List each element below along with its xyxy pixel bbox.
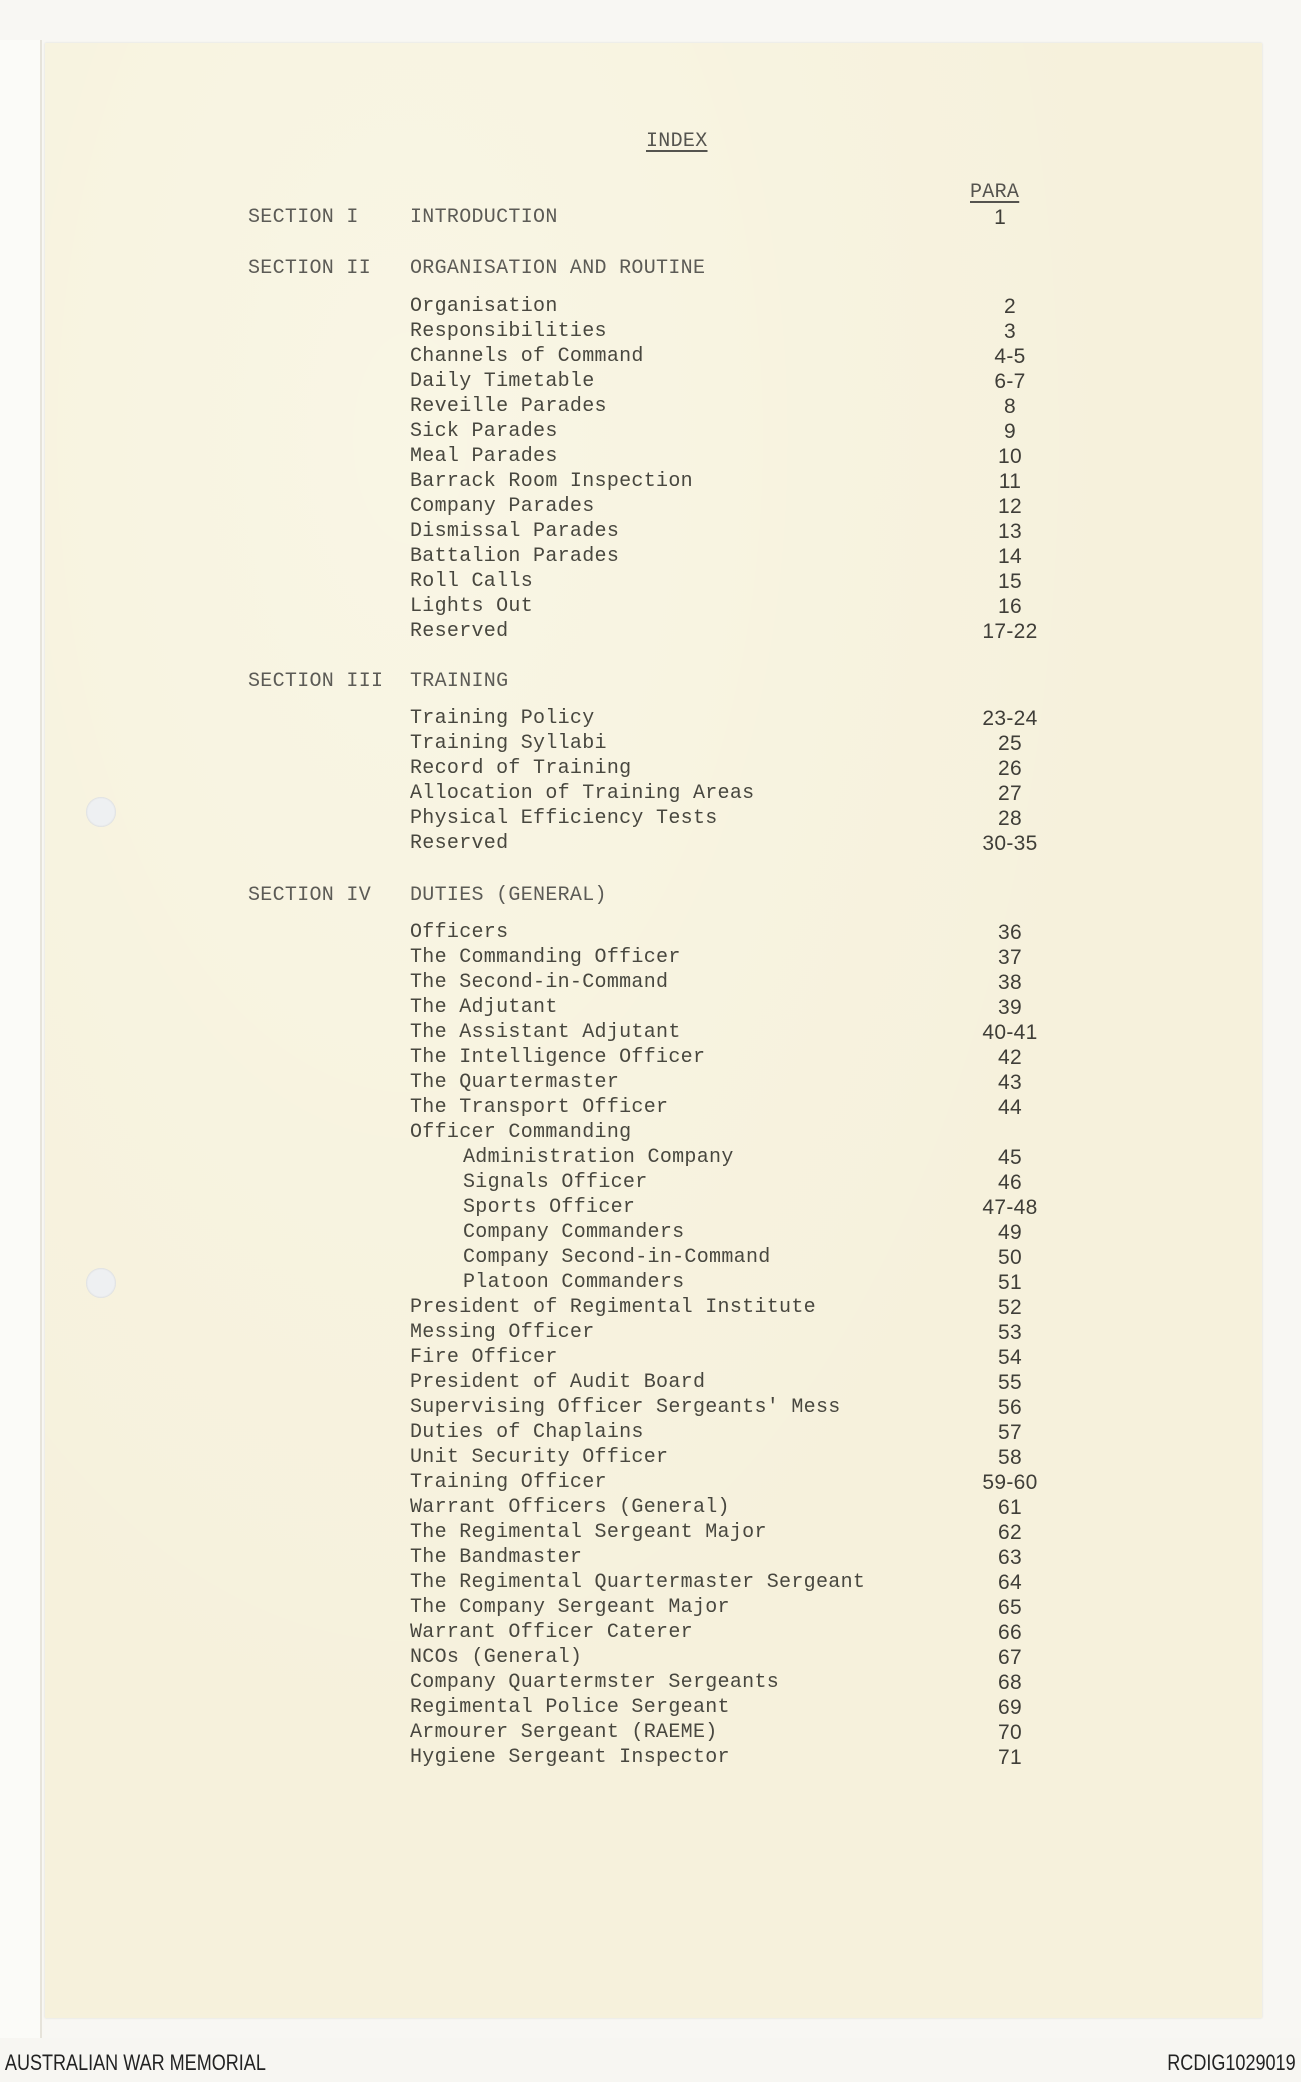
section-3-entries xyxy=(410,707,1070,857)
entry-label: The Transport Officer xyxy=(410,1096,669,1119)
entry-para-number: 3 xyxy=(1004,320,1016,343)
index-entry xyxy=(410,1221,1070,1246)
index-entry xyxy=(410,707,1070,732)
entry-para-number: 58 xyxy=(998,1446,1022,1469)
entry-para-number: 70 xyxy=(998,1721,1022,1744)
index-entry xyxy=(410,1696,1070,1721)
entry-label: The Adjutant xyxy=(410,996,558,1019)
entry-label: Company Second-in-Command xyxy=(463,1246,771,1269)
entry-label: Training Policy xyxy=(410,707,595,730)
section-title-4: DUTIES (GENERAL) xyxy=(410,884,607,907)
entry-para-number: 38 xyxy=(998,971,1022,994)
index-entry xyxy=(410,545,1070,570)
index-entry xyxy=(410,1546,1070,1571)
entry-label: President of Audit Board xyxy=(410,1371,706,1394)
entry-label: The Regimental Sergeant Major xyxy=(410,1521,767,1544)
entry-para-number: 2 xyxy=(1004,295,1016,318)
index-title: INDEX xyxy=(646,130,708,153)
entry-para-number: 36 xyxy=(998,921,1022,944)
entry-label: Company Quartermster Sergeants xyxy=(410,1671,780,1694)
entry-label: Officer Commanding xyxy=(410,1121,632,1144)
index-entry xyxy=(410,570,1070,595)
index-entry xyxy=(410,1596,1070,1621)
entry-para-number: 69 xyxy=(998,1696,1022,1719)
entry-label: Regimental Police Sergeant xyxy=(410,1696,730,1719)
index-entry xyxy=(410,832,1070,857)
entry-para-number: 23-24 xyxy=(982,707,1038,730)
entry-para-number: 63 xyxy=(998,1546,1022,1569)
index-entry xyxy=(410,1371,1070,1396)
entry-para-number: 26 xyxy=(998,757,1022,780)
entry-para-number: 4-5 xyxy=(994,345,1026,368)
entry-para-number: 43 xyxy=(998,1071,1022,1094)
index-entry xyxy=(410,1121,1070,1146)
index-entry xyxy=(410,921,1070,946)
index-entry xyxy=(410,520,1070,545)
entry-para-number: 39 xyxy=(998,996,1022,1019)
index-entry xyxy=(410,1271,1070,1296)
index-entry xyxy=(410,946,1070,971)
entry-label: The Intelligence Officer xyxy=(410,1046,706,1069)
index-entry xyxy=(410,1321,1070,1346)
entry-para-number: 13 xyxy=(998,520,1022,543)
entry-label: Company Parades xyxy=(410,495,595,518)
entry-para-number: 50 xyxy=(998,1246,1022,1269)
index-entry xyxy=(410,1521,1070,1546)
index-entry xyxy=(410,1471,1070,1496)
entry-label: Company Commanders xyxy=(463,1221,685,1244)
punch-hole-top xyxy=(86,797,116,827)
entry-label: Training Officer xyxy=(410,1471,607,1494)
section-label-3: SECTION III xyxy=(248,670,384,693)
index-entry xyxy=(410,345,1070,370)
entry-para-number: 53 xyxy=(998,1321,1022,1344)
entry-label: The Bandmaster xyxy=(410,1546,583,1569)
entry-label: Sick Parades xyxy=(410,420,558,443)
entry-para-number: 49 xyxy=(998,1221,1022,1244)
entry-para-number: 45 xyxy=(998,1146,1022,1169)
entry-label: Warrant Officers (General) xyxy=(410,1496,730,1519)
index-entry xyxy=(410,1571,1070,1596)
entry-label: Allocation of Training Areas xyxy=(410,782,755,805)
index-entry xyxy=(410,1296,1070,1321)
entry-para-number: 57 xyxy=(998,1421,1022,1444)
entry-para-number: 17-22 xyxy=(982,620,1038,643)
index-entry xyxy=(410,320,1070,345)
entry-label: Supervising Officer Sergeants' Mess xyxy=(410,1396,841,1419)
entry-label: The Commanding Officer xyxy=(410,946,681,969)
index-entry xyxy=(410,971,1070,996)
entry-label: Roll Calls xyxy=(410,570,534,593)
entry-label: Unit Security Officer xyxy=(410,1446,669,1469)
entry-para-number: 9 xyxy=(1004,420,1016,443)
entry-label: Responsibilities xyxy=(410,320,607,343)
footer xyxy=(0,2050,1067,2082)
index-entry xyxy=(410,1096,1070,1121)
index-entry xyxy=(410,1721,1070,1746)
entry-para-number: 62 xyxy=(998,1521,1022,1544)
entry-label: Reveille Parades xyxy=(410,395,607,418)
entry-para-number: 10 xyxy=(998,445,1022,468)
entry-para-number: 40-41 xyxy=(982,1021,1038,1044)
entry-para-number: 71 xyxy=(998,1746,1022,1769)
entry-para-number: 8 xyxy=(1004,395,1016,418)
entry-para-number: 54 xyxy=(998,1346,1022,1369)
section-title-2: ORGANISATION AND ROUTINE xyxy=(410,257,706,280)
footer-institution: AUSTRALIAN WAR MEMORIAL xyxy=(4,2050,266,2075)
section-label-1: SECTION I xyxy=(248,206,359,229)
entry-para-number: 56 xyxy=(998,1396,1022,1419)
index-entry xyxy=(410,445,1070,470)
entry-label: Reserved xyxy=(410,832,509,855)
index-entry xyxy=(410,1171,1070,1196)
entry-para-number: 61 xyxy=(998,1496,1022,1519)
entry-label: Fire Officer xyxy=(410,1346,558,1369)
entry-para-number: 14 xyxy=(998,545,1022,568)
entry-para-number: 52 xyxy=(998,1296,1022,1319)
section-4-entries xyxy=(410,921,1070,1771)
index-entry xyxy=(410,1646,1070,1671)
index-entry xyxy=(410,620,1070,645)
index-entry xyxy=(410,1396,1070,1421)
index-entry xyxy=(410,1446,1070,1471)
para-column-header: PARA xyxy=(970,181,1020,204)
entry-label: Organisation xyxy=(410,295,558,318)
entry-label: Battalion Parades xyxy=(410,545,620,568)
entry-para-number: 6-7 xyxy=(994,370,1026,393)
entry-para-number: 66 xyxy=(998,1621,1022,1644)
entry-para-number: 59-60 xyxy=(982,1471,1038,1494)
section-para-1: 1 xyxy=(994,206,1006,229)
entry-para-number: 64 xyxy=(998,1571,1022,1594)
entry-para-number: 47-48 xyxy=(982,1196,1038,1219)
index-entry xyxy=(410,1621,1070,1646)
index-entry xyxy=(410,1146,1070,1171)
entry-para-number: 46 xyxy=(998,1171,1022,1194)
index-entry xyxy=(410,1071,1070,1096)
entry-label: Barrack Room Inspection xyxy=(410,470,693,493)
index-entry xyxy=(410,1046,1070,1071)
index-entry xyxy=(410,732,1070,757)
entry-label: Training Syllabi xyxy=(410,732,607,755)
index-entry xyxy=(410,1421,1070,1446)
section-title-3: TRAINING xyxy=(410,670,509,693)
index-entry xyxy=(410,370,1070,395)
entry-label: Warrant Officer Caterer xyxy=(410,1621,693,1644)
index-entry xyxy=(410,420,1070,445)
entry-para-number: 42 xyxy=(998,1046,1022,1069)
footer-record-id: RCDIG1029019 xyxy=(1167,2050,1297,2075)
index-entry xyxy=(410,807,1070,832)
index-entry xyxy=(410,1246,1070,1271)
entry-para-number: 55 xyxy=(998,1371,1022,1394)
entry-label: Administration Company xyxy=(463,1146,734,1169)
section-label-2: SECTION II xyxy=(248,257,372,280)
entry-label: Hygiene Sergeant Inspector xyxy=(410,1746,730,1769)
index-entry xyxy=(410,757,1070,782)
entry-label: The Assistant Adjutant xyxy=(410,1021,681,1044)
index-entry xyxy=(410,1746,1070,1771)
entry-label: Physical Efficiency Tests xyxy=(410,807,718,830)
entry-para-number: 11 xyxy=(998,470,1022,493)
entry-label: Platoon Commanders xyxy=(463,1271,685,1294)
index-entry xyxy=(410,782,1070,807)
index-entry xyxy=(410,1196,1070,1221)
entry-label: Messing Officer xyxy=(410,1321,595,1344)
entry-para-number: 28 xyxy=(998,807,1022,830)
entry-label: Channels of Command xyxy=(410,345,644,368)
section-title-1: INTRODUCTION xyxy=(410,206,558,229)
scan-edge-strip xyxy=(0,40,42,2038)
entry-para-number: 12 xyxy=(998,495,1022,518)
entry-label: Daily Timetable xyxy=(410,370,595,393)
entry-label: Lights Out xyxy=(410,595,534,618)
entry-label: Record of Training xyxy=(410,757,632,780)
entry-label: Dismissal Parades xyxy=(410,520,620,543)
entry-para-number: 15 xyxy=(998,570,1022,593)
entry-label: The Second-in-Command xyxy=(410,971,669,994)
index-entry xyxy=(410,395,1070,420)
entry-para-number: 68 xyxy=(998,1671,1022,1694)
entry-label: Officers xyxy=(410,921,509,944)
entry-para-number: 27 xyxy=(998,782,1022,805)
entry-para-number: 67 xyxy=(998,1646,1022,1669)
entry-para-number: 65 xyxy=(998,1596,1022,1619)
punch-hole-bottom xyxy=(86,1268,116,1298)
index-entry xyxy=(410,470,1070,495)
entry-label: The Company Sergeant Major xyxy=(410,1596,730,1619)
entry-para-number: 16 xyxy=(998,595,1022,618)
index-entry xyxy=(410,996,1070,1021)
index-entry xyxy=(410,495,1070,520)
entry-para-number: 30-35 xyxy=(982,832,1038,855)
entry-para-number: 37 xyxy=(998,946,1022,969)
entry-para-number: 51 xyxy=(998,1271,1022,1294)
index-entry xyxy=(410,1346,1070,1371)
section-label-4: SECTION IV xyxy=(248,884,372,907)
entry-label: The Regimental Quartermaster Sergeant xyxy=(410,1571,866,1594)
index-entry xyxy=(410,1671,1070,1696)
entry-para-number: 25 xyxy=(998,732,1022,755)
entry-label: Armourer Sergeant (RAEME) xyxy=(410,1721,718,1744)
entry-label: The Quartermaster xyxy=(410,1071,620,1094)
entry-label: NCOs (General) xyxy=(410,1646,583,1669)
index-entry xyxy=(410,1021,1070,1046)
index-entry xyxy=(410,1496,1070,1521)
entry-label: Sports Officer xyxy=(463,1196,636,1219)
index-entry xyxy=(410,595,1070,620)
entry-label: Meal Parades xyxy=(410,445,558,468)
section-2-entries xyxy=(410,295,1070,645)
entry-label: Reserved xyxy=(410,620,509,643)
entry-label: Signals Officer xyxy=(463,1171,648,1194)
index-entry xyxy=(410,295,1070,320)
entry-label: President of Regimental Institute xyxy=(410,1296,816,1319)
entry-para-number: 44 xyxy=(998,1096,1022,1119)
entry-label: Duties of Chaplains xyxy=(410,1421,644,1444)
